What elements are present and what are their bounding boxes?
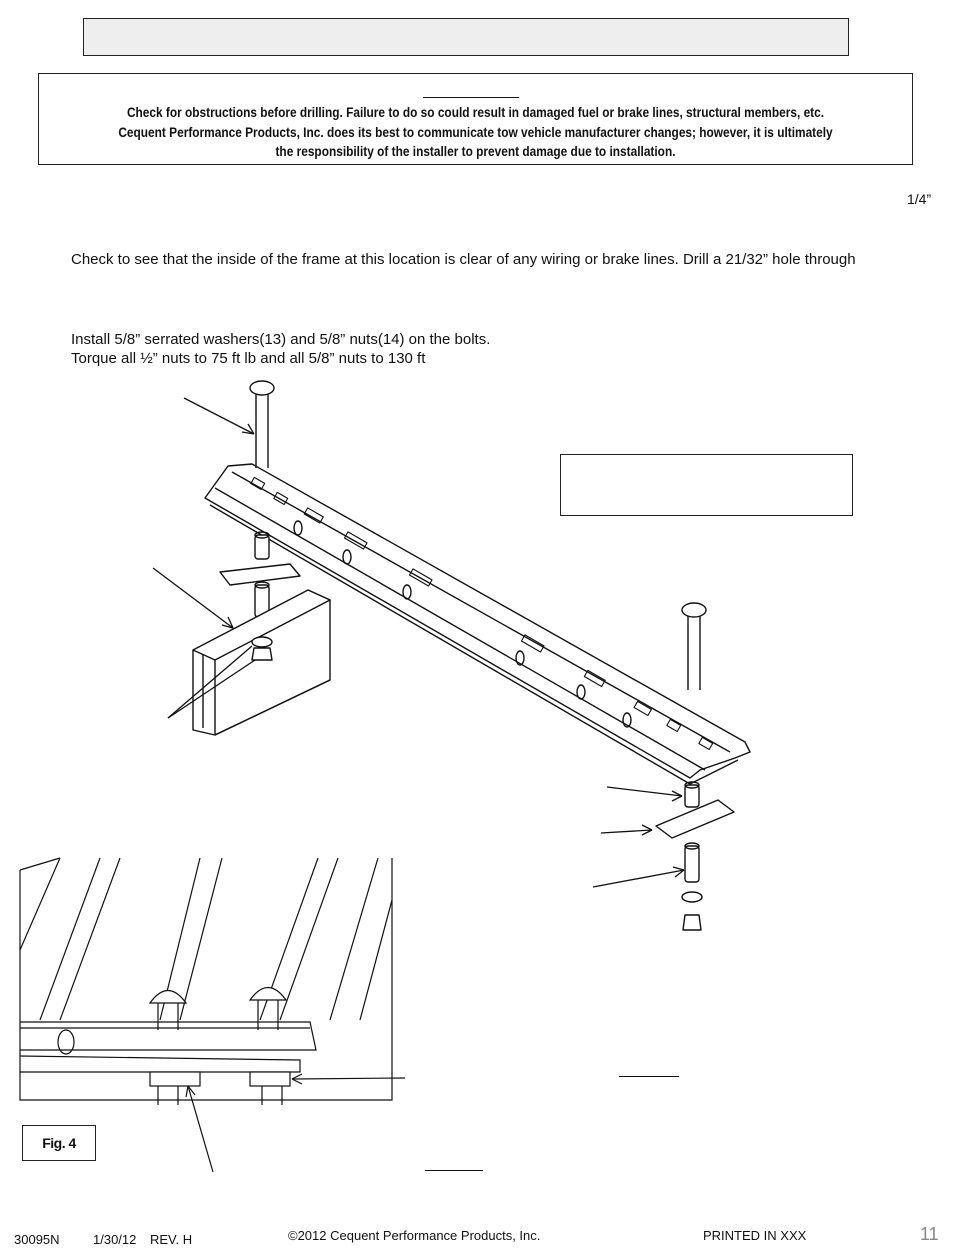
instruction-install-washers: Install 5/8” serrated washers(13) and 5/8” nuts(14) on the bolts. <box>71 331 491 348</box>
instruction-torque: Torque all ½” nuts to 75 ft lb and all 5/8” nuts to 130 ft <box>71 350 426 367</box>
warning-line-2: Cequent Performance Products, Inc. does its best to communicate tow vehicle manufacturer changes; however, it is ultimately <box>118 125 833 140</box>
footer-part-number: 30095N <box>14 1232 60 1247</box>
fraction-quarter-inch: 1/4” <box>907 191 932 207</box>
page-number: 11 <box>920 1224 939 1244</box>
footer-copyright: ©2012 Cequent Performance Products, Inc. <box>288 1228 541 1243</box>
footer-date: 1/30/12 <box>93 1232 137 1247</box>
footer-printed-in: PRINTED IN XXX <box>703 1228 807 1243</box>
blank-underline-2 <box>425 1170 483 1171</box>
figure-label: Fig. 4 <box>22 1125 96 1161</box>
blank-underline-1 <box>619 1076 679 1077</box>
warning-line-3: the responsibility of the installer to prevent damage due to installation. <box>275 144 676 159</box>
footer-revision: REV. H <box>150 1232 193 1247</box>
instruction-check-frame: Check to see that the inside of the frame at this location is clear of any wiring or brake lines. Drill a 21/32” hole through <box>71 251 856 268</box>
warning-line-1: Check for obstructions before drilling. Failure to do so could result in damaged fuel or brake lines, structural members, etc. <box>126 105 825 120</box>
